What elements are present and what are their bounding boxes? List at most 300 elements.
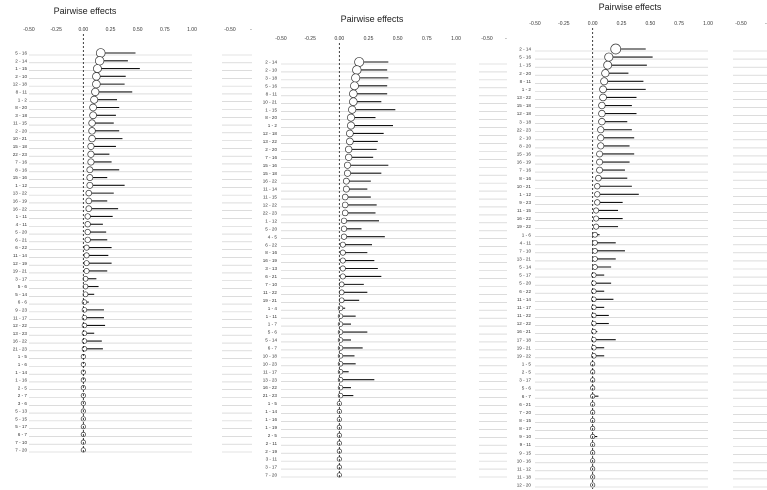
- row-label: 3 - 18: [15, 112, 27, 118]
- effect-point: [346, 138, 353, 145]
- chart-title: Pairwise effects: [340, 14, 404, 24]
- effect-point: [86, 198, 92, 204]
- effect-point: [340, 258, 345, 263]
- row-label: 12 - 19: [12, 260, 27, 266]
- row-label: 9 - 11: [519, 442, 531, 448]
- row-label: 1 - 7: [267, 321, 277, 327]
- effect-point: [84, 253, 89, 258]
- effect-point: [87, 182, 93, 188]
- effect-point: [352, 74, 360, 82]
- row-label: 5 - 20: [15, 229, 27, 235]
- row-label: 19 - 22: [516, 353, 531, 359]
- effect-point: [338, 314, 343, 319]
- x-tick-label: 0.00: [334, 36, 345, 42]
- row-label: 5 - 20: [265, 226, 277, 232]
- chart-panel: [517, 2, 767, 489]
- row-label: 3 - 18: [265, 75, 277, 81]
- effect-point: [83, 292, 88, 297]
- effect-point: [338, 306, 343, 311]
- effect-point: [338, 330, 343, 335]
- row-label: 19 - 21: [262, 297, 277, 303]
- effect-point: [82, 308, 87, 313]
- row-label: 3 - 17: [15, 276, 27, 282]
- effect-point: [338, 346, 343, 351]
- x-tick-label: 0.25: [616, 21, 627, 27]
- row-label: 9 - 15: [519, 450, 531, 456]
- effect-point: [591, 313, 596, 318]
- row-label: 4 - 5: [267, 234, 277, 240]
- x-tick-label: -0.25: [558, 21, 570, 27]
- row-label: 7 - 16: [265, 154, 277, 160]
- x-tick-label: 0.00: [587, 21, 598, 27]
- row-label: 5 - 14: [15, 291, 27, 297]
- effect-point: [338, 354, 343, 359]
- row-label: 15 - 16: [262, 162, 277, 168]
- effect-point: [340, 250, 345, 255]
- x-tick-label: 1.00: [187, 27, 197, 33]
- effect-point: [91, 96, 98, 103]
- row-label: 1 - 15: [519, 62, 531, 68]
- row-label: 2 - 10: [265, 67, 277, 73]
- x-tick-label: -0.25: [304, 36, 316, 42]
- row-label: 1 - 15: [265, 107, 277, 113]
- row-label: 19 - 21: [516, 345, 531, 351]
- row-label: 5 - 13: [15, 408, 27, 414]
- effect-point: [349, 98, 357, 106]
- effect-point: [87, 175, 93, 181]
- effect-point: [88, 159, 94, 165]
- row-label: 8 - 16: [15, 167, 27, 173]
- row-label: 2 - 14: [265, 59, 277, 65]
- row-label: 13 - 22: [12, 190, 27, 196]
- row-label: 11 - 14: [13, 252, 27, 258]
- row-label: 8 - 20: [15, 105, 27, 111]
- effect-point: [82, 339, 87, 344]
- row-label: 10 - 23: [262, 361, 277, 367]
- x-tick-label: -0.50: [23, 27, 35, 33]
- row-label: 8 - 20: [265, 115, 277, 121]
- effect-point: [84, 268, 89, 273]
- effect-point: [345, 146, 352, 153]
- x-tick-label: 0.00: [78, 27, 89, 33]
- row-label: 22 - 23: [262, 210, 277, 216]
- row-label: 15 - 18: [262, 170, 277, 176]
- row-label: 1 - 14: [265, 409, 277, 415]
- x-tick-label: -0.50: [275, 36, 287, 42]
- row-label: 21 - 23: [262, 393, 277, 399]
- x-tick-label: 0.50: [132, 27, 143, 33]
- effect-point: [82, 331, 87, 336]
- row-label: 1 - 11: [265, 313, 277, 319]
- x-tick-label: -0.25: [50, 27, 62, 33]
- effect-point: [82, 346, 87, 351]
- side-tick-label: -0.50: [224, 27, 236, 33]
- effect-point: [598, 143, 604, 149]
- row-label: 6 - 7: [17, 432, 27, 438]
- effect-point: [595, 183, 601, 189]
- effect-point: [86, 190, 92, 196]
- effect-point: [82, 323, 87, 328]
- effect-point: [605, 53, 613, 61]
- row-label: 1 - 2: [267, 123, 277, 129]
- row-label: 5 - 16: [15, 50, 27, 56]
- effect-point: [339, 290, 344, 295]
- row-label: 1 - 11: [15, 214, 27, 220]
- row-label: 16 - 22: [262, 178, 277, 184]
- effect-point: [83, 284, 88, 289]
- effect-point: [89, 135, 96, 142]
- row-label: 8 - 20: [519, 143, 531, 149]
- row-label: 7 - 20: [519, 409, 531, 415]
- side-tick-label: -: [250, 27, 252, 33]
- effect-point: [597, 167, 603, 173]
- row-label: 2 - 14: [15, 58, 27, 64]
- row-label: 16 - 22: [262, 385, 277, 391]
- x-tick-label: 0.75: [159, 27, 170, 33]
- effect-point: [341, 234, 347, 240]
- row-label: 5 - 17: [15, 424, 27, 430]
- side-tick-label: -: [765, 21, 767, 27]
- effect-point: [599, 110, 606, 117]
- effect-point: [594, 216, 599, 221]
- row-label: 2 - 20: [15, 128, 27, 134]
- row-label: 7 - 20: [265, 472, 277, 478]
- effect-point: [599, 102, 606, 109]
- effect-point: [85, 237, 91, 243]
- effect-point: [602, 69, 609, 76]
- row-label: 8 - 11: [519, 78, 531, 84]
- row-label: 2 - 19: [265, 448, 277, 454]
- row-label: 1 - 15: [15, 66, 27, 72]
- effect-point: [349, 90, 357, 98]
- row-label: 6 - 21: [519, 401, 531, 407]
- effect-point: [342, 194, 348, 200]
- chart-panel: [13, 6, 252, 454]
- row-label: 7 - 16: [519, 167, 531, 173]
- effect-point: [88, 151, 94, 157]
- row-label: 3 - 6: [17, 400, 27, 406]
- row-label: 10 - 21: [262, 99, 277, 105]
- effect-point: [611, 44, 621, 54]
- effect-point: [338, 369, 343, 374]
- row-label: 21 - 23: [12, 346, 27, 352]
- row-label: 11 - 15: [263, 194, 277, 200]
- row-label: 9 - 23: [15, 307, 27, 313]
- row-label: 12 - 22: [516, 321, 531, 327]
- effect-point: [83, 276, 88, 281]
- effect-point: [88, 143, 94, 149]
- effect-point: [90, 112, 97, 119]
- x-tick-label: -0.50: [529, 21, 541, 27]
- effect-point: [600, 86, 607, 93]
- row-label: 8 - 11: [265, 91, 277, 97]
- effect-point: [92, 88, 99, 95]
- effect-point: [591, 337, 596, 342]
- effect-point: [343, 186, 349, 192]
- effect-point: [84, 261, 89, 266]
- row-label: 15 - 16: [12, 175, 27, 181]
- row-label: 6 - 22: [265, 242, 277, 248]
- effect-point: [596, 175, 602, 181]
- effect-point: [344, 170, 350, 176]
- row-label: 1 - 4: [267, 305, 277, 311]
- row-label: 13 - 22: [262, 139, 277, 145]
- effect-point: [350, 82, 358, 90]
- row-label: 5 - 6: [17, 284, 27, 290]
- effect-point: [93, 65, 101, 73]
- effect-point: [592, 232, 597, 237]
- effect-point: [82, 315, 87, 320]
- effect-point: [82, 300, 87, 305]
- effect-point: [87, 167, 93, 173]
- row-label: 11 - 17: [517, 304, 531, 310]
- row-label: 3 - 17: [519, 377, 531, 383]
- row-label: 1 - 2: [17, 97, 27, 103]
- row-label: 11 - 22: [517, 313, 531, 319]
- effect-point: [598, 127, 604, 133]
- effect-point: [591, 305, 596, 310]
- effect-point: [344, 162, 350, 168]
- x-tick-label: 0.25: [105, 27, 116, 33]
- row-label: 1 - 5: [267, 401, 277, 407]
- row-label: 10 - 16: [516, 458, 531, 464]
- row-label: 6 - 22: [519, 288, 531, 294]
- side-tick-label: -0.50: [735, 21, 747, 27]
- row-label: 13 - 22: [516, 95, 531, 101]
- row-label: 5 - 16: [519, 54, 531, 60]
- effect-point: [341, 226, 347, 232]
- effect-point: [339, 282, 344, 287]
- effect-point: [591, 329, 596, 334]
- effect-point: [597, 151, 603, 157]
- row-label: 8 - 16: [519, 175, 531, 181]
- row-label: 1 - 5: [17, 354, 27, 360]
- row-label: 1 - 6: [521, 232, 531, 238]
- row-label: 2 - 20: [265, 146, 277, 152]
- row-label: 1 - 12: [519, 191, 531, 197]
- row-label: 4 - 11: [519, 240, 531, 246]
- row-label: 13 - 23: [262, 377, 277, 383]
- row-label: 12 - 18: [262, 131, 277, 137]
- row-label: 16 - 21: [516, 329, 531, 335]
- row-label: 1 - 2: [521, 86, 531, 92]
- row-label: 6 - 6: [17, 299, 27, 305]
- row-label: 1 - 16: [265, 417, 277, 423]
- row-label: 1 - 16: [15, 377, 27, 383]
- row-label: 8 - 11: [15, 89, 27, 95]
- effect-point: [592, 265, 597, 270]
- effect-point: [347, 122, 354, 129]
- row-label: 4 - 11: [15, 221, 27, 227]
- row-label: 5 - 17: [519, 272, 531, 278]
- row-label: 6 - 21: [265, 274, 277, 280]
- effect-point: [338, 338, 343, 343]
- row-label: 2 - 5: [521, 369, 531, 375]
- row-label: 11 - 14: [263, 186, 277, 192]
- x-tick-label: 0.75: [674, 21, 685, 27]
- effect-point: [89, 128, 96, 135]
- row-label: 2 - 7: [17, 393, 27, 399]
- row-label: 7 - 10: [15, 439, 27, 445]
- x-tick-label: 0.75: [421, 36, 432, 42]
- effect-point: [594, 208, 599, 213]
- chart-title: Pairwise effects: [598, 2, 662, 12]
- effect-point: [346, 130, 353, 137]
- row-label: 1 - 5: [521, 361, 531, 367]
- effect-point: [86, 206, 92, 212]
- row-label: 11 - 12: [517, 466, 531, 472]
- effect-point: [599, 118, 606, 125]
- row-label: 16 - 22: [516, 216, 531, 222]
- effect-point: [591, 297, 596, 302]
- effect-point: [341, 218, 347, 224]
- row-label: 10 - 21: [516, 183, 531, 189]
- row-label: 2 - 10: [15, 73, 27, 79]
- effect-point: [85, 221, 91, 227]
- row-label: 12 - 18: [12, 81, 27, 87]
- effect-point: [338, 361, 343, 366]
- effect-point: [340, 266, 345, 271]
- row-label: 2 - 11: [265, 440, 277, 446]
- effect-point: [595, 192, 601, 198]
- effect-point: [338, 385, 343, 390]
- row-label: 7 - 20: [15, 447, 27, 453]
- effect-point: [591, 353, 596, 358]
- row-label: 6 - 7: [521, 393, 531, 399]
- x-tick-label: 1.00: [451, 36, 461, 42]
- row-label: 16 - 19: [262, 258, 277, 264]
- row-label: 13 - 21: [516, 256, 531, 262]
- effect-point: [92, 72, 100, 80]
- row-label: 12 - 22: [262, 202, 277, 208]
- row-label: 2 - 10: [519, 135, 531, 141]
- row-label: 1 - 12: [15, 182, 27, 188]
- row-label: 10 - 21: [12, 136, 27, 142]
- effect-point: [339, 298, 344, 303]
- effect-point: [95, 56, 104, 65]
- effect-point: [347, 114, 354, 121]
- effect-point: [92, 80, 100, 88]
- effect-point: [338, 377, 343, 382]
- effect-point: [342, 202, 348, 208]
- chart-title: Pairwise effects: [53, 6, 117, 16]
- row-label: 3 - 17: [265, 464, 277, 470]
- row-label: 9 - 23: [519, 200, 531, 206]
- effect-point: [591, 281, 596, 286]
- row-label: 11 - 17: [13, 315, 27, 321]
- row-label: 6 - 7: [267, 345, 277, 351]
- row-label: 5 - 6: [521, 385, 531, 391]
- effect-point: [600, 94, 607, 101]
- row-label: 3 - 18: [519, 119, 531, 125]
- effect-point: [353, 66, 362, 75]
- row-label: 12 - 22: [12, 323, 27, 329]
- effect-point: [84, 245, 89, 250]
- row-label: 8 - 15: [519, 418, 531, 424]
- effect-point: [342, 210, 348, 216]
- row-label: 2 - 20: [519, 70, 531, 76]
- row-label: 8 - 16: [265, 250, 277, 256]
- row-label: 3 - 11: [265, 456, 277, 462]
- row-label: 1 - 6: [17, 361, 27, 367]
- row-label: 16 - 19: [12, 198, 27, 204]
- effect-point: [598, 135, 604, 141]
- effect-point: [601, 78, 608, 85]
- row-label: 11 - 17: [263, 369, 277, 375]
- effect-point: [597, 159, 603, 165]
- effect-point: [591, 321, 596, 326]
- row-label: 1 - 19: [265, 424, 277, 430]
- row-label: 3 - 13: [265, 266, 277, 272]
- row-label: 12 - 18: [516, 111, 531, 117]
- row-label: 5 - 14: [519, 264, 531, 270]
- x-tick-label: 0.25: [363, 36, 374, 42]
- row-label: 16 - 22: [12, 338, 27, 344]
- effect-point: [89, 120, 96, 127]
- row-label: 2 - 5: [267, 432, 277, 438]
- row-label: 5 - 15: [15, 416, 27, 422]
- row-label: 8 - 17: [519, 426, 531, 432]
- row-label: 15 - 16: [516, 151, 531, 157]
- row-label: 12 - 20: [516, 482, 531, 488]
- effect-point: [591, 345, 596, 350]
- row-label: 11 - 18: [517, 474, 531, 480]
- row-label: 22 - 23: [12, 151, 27, 157]
- x-tick-label: 1.00: [703, 21, 713, 27]
- effect-point: [591, 273, 596, 278]
- row-label: 16 - 19: [516, 159, 531, 165]
- effect-point: [594, 224, 599, 229]
- effect-point: [338, 322, 343, 327]
- effect-point: [338, 393, 343, 398]
- effect-point: [348, 106, 355, 113]
- row-label: 19 - 22: [516, 224, 531, 230]
- effect-point: [591, 289, 596, 294]
- row-label: 15 - 18: [12, 144, 27, 150]
- row-label: 7 - 10: [265, 281, 277, 287]
- effect-point: [595, 200, 601, 206]
- effect-point: [592, 256, 597, 261]
- row-label: 15 - 18: [516, 103, 531, 109]
- effect-point: [85, 229, 91, 235]
- effect-point: [592, 248, 597, 253]
- row-label: 19 - 21: [12, 268, 27, 274]
- effect-point: [90, 104, 97, 111]
- effect-point: [343, 178, 349, 184]
- row-label: 1 - 14: [15, 369, 27, 375]
- row-label: 11 - 15: [13, 120, 27, 126]
- row-label: 10 - 18: [262, 353, 277, 359]
- row-label: 11 - 15: [517, 208, 531, 214]
- row-label: 2 - 5: [17, 385, 27, 391]
- row-label: 1 - 12: [265, 218, 277, 224]
- row-label: 7 - 16: [15, 159, 27, 165]
- chart-panel: [263, 14, 507, 479]
- row-label: 5 - 16: [265, 83, 277, 89]
- row-label: 6 - 21: [15, 237, 27, 243]
- effect-point: [96, 49, 105, 58]
- row-label: 5 - 20: [519, 280, 531, 286]
- effect-point: [592, 240, 597, 245]
- effect-point: [340, 274, 345, 279]
- row-label: 9 - 10: [519, 434, 531, 440]
- x-tick-label: 0.50: [645, 21, 656, 27]
- effect-point: [604, 61, 612, 69]
- side-tick-label: -: [505, 36, 507, 42]
- row-label: 5 - 6: [267, 329, 277, 335]
- row-label: 5 - 14: [265, 337, 277, 343]
- effect-point: [85, 214, 91, 220]
